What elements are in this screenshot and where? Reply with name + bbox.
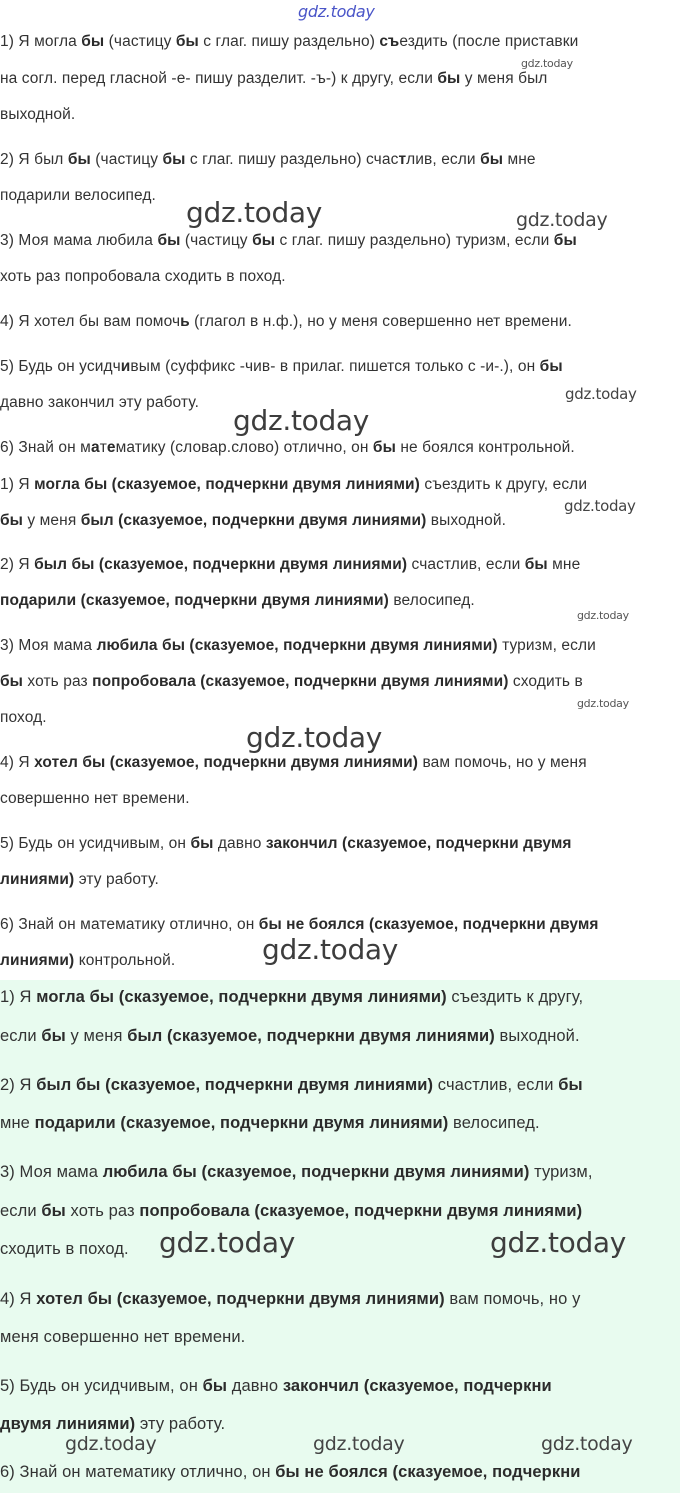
bold-fragment: бы (162, 151, 186, 168)
bold-fragment: бы (539, 358, 563, 375)
text-fragment: с глаг. пишу раздельно) счас (185, 151, 399, 168)
watermark: gdz.today (564, 497, 636, 515)
text-line (0, 313, 572, 331)
text-line (0, 952, 175, 970)
text-fragment: меня совершенно нет времени. (0, 1328, 246, 1346)
text-line (0, 1027, 580, 1046)
answer-block-highlighted (0, 980, 680, 1493)
text-line (0, 1076, 583, 1095)
bold-fragment: был бы (сказуемое, подчеркни двумя линиями) (36, 1076, 434, 1094)
bold-fragment: могла бы (сказуемое, подчеркни двумя линиями) (34, 476, 420, 493)
text-fragment: (частицу (180, 232, 253, 249)
text-line (0, 394, 199, 412)
text-fragment: велосипед. (448, 1114, 540, 1132)
text-fragment: 5) Будь он усидчивым, он (0, 835, 191, 852)
text-line (0, 1328, 245, 1347)
bold-fragment: подарили (сказуемое, подчеркни двумя линиями) (34, 1114, 449, 1132)
text-fragment: не боялся контрольной. (395, 439, 575, 456)
text-line (0, 1415, 225, 1434)
watermark: gdz.today (313, 1433, 405, 1455)
text-fragment: с глаг. пишу раздельно) (198, 33, 380, 50)
text-fragment: контрольной. (74, 952, 176, 969)
text-fragment: выходной. (0, 106, 76, 123)
text-line (0, 70, 547, 88)
bold-fragment: хотел бы (сказуемое, подчеркни двумя линиями) (34, 754, 419, 771)
bold-fragment: бы (41, 1027, 66, 1045)
text-fragment: ездить (после приставки (399, 33, 579, 50)
text-fragment: у меня был (460, 70, 548, 87)
text-line (0, 556, 580, 574)
text-fragment: счастлив, если (433, 1076, 559, 1094)
text-line (0, 1463, 581, 1482)
text-fragment: вым (суффикс -чив- в прилаг. пишется только с -и-.), он (130, 358, 540, 375)
text-line (0, 439, 575, 457)
bold-fragment: ь (180, 313, 190, 330)
text-fragment: хоть раз (23, 673, 93, 690)
bold-fragment: попробовала (сказуемое, подчеркни двумя линиями) (139, 1202, 583, 1220)
text-fragment: если (0, 1202, 42, 1220)
bold-fragment: бы (480, 151, 504, 168)
bold-fragment: бы (553, 232, 577, 249)
bold-fragment: е (106, 439, 116, 456)
bold-fragment: бы не боялся (сказуемое, подчеркни (275, 1463, 581, 1481)
text-line (0, 1202, 582, 1221)
text-fragment: давно закончил эту работу. (0, 394, 200, 411)
watermark: gdz.today (565, 385, 637, 403)
text-line (0, 1240, 129, 1259)
text-line (0, 476, 587, 494)
text-line (0, 512, 506, 530)
bold-fragment: двумя линиями) (0, 1415, 136, 1433)
text-fragment: 2) Я (0, 556, 35, 573)
bold-fragment: бы (558, 1076, 583, 1094)
bold-fragment: бы (437, 70, 461, 87)
text-fragment: 2) Я был (0, 151, 68, 168)
text-fragment: 4) Я (0, 754, 35, 771)
bold-fragment: бы (372, 439, 396, 456)
text-fragment: если (0, 1027, 42, 1045)
text-fragment: 6) Знай он м (0, 439, 91, 456)
bold-fragment: линиями) (0, 871, 75, 888)
text-fragment: с глаг. пишу раздельно) туризм, если (275, 232, 554, 249)
text-fragment: вам помочь, но у (444, 1290, 581, 1308)
text-fragment: 6) Знай он математику отлично, он (0, 1463, 276, 1481)
watermark: gdz.today (541, 1433, 633, 1455)
text-line (0, 709, 47, 727)
text-fragment: 4) Я (0, 1290, 37, 1308)
bold-fragment: съ (379, 33, 400, 50)
bold-fragment: линиями) (0, 952, 75, 969)
bold-fragment: бы (0, 512, 24, 529)
text-line (0, 268, 286, 286)
text-line (0, 988, 583, 1007)
text-fragment: 5) Будь он усидчивым, он (0, 1377, 203, 1395)
watermark: gdz.today (186, 196, 323, 229)
text-line (0, 1290, 580, 1309)
text-fragment: матику (словар.слово) отлично, он (115, 439, 373, 456)
bold-fragment: любила бы (сказуемое, подчеркни двумя линиями) (102, 1163, 530, 1181)
watermark: gdz.today (516, 209, 608, 231)
bold-fragment: бы (0, 673, 24, 690)
text-line (0, 151, 536, 169)
text-fragment: 1) Я (0, 476, 35, 493)
bold-fragment: бы (202, 1377, 228, 1395)
bold-fragment: бы (41, 1202, 66, 1220)
text-fragment: эту работу. (135, 1415, 226, 1433)
bold-fragment: был (сказуемое, подчеркни двумя линиями) (80, 512, 427, 529)
bold-fragment: бы не боялся (сказуемое, подчеркни двумя (258, 916, 599, 933)
bold-fragment: хотел бы (сказуемое, подчеркни двумя линиями) (36, 1290, 445, 1308)
text-fragment: съездить к другу, (446, 988, 584, 1006)
watermark: gdz.today (577, 609, 629, 622)
text-fragment: 3) Моя мама (0, 1163, 103, 1181)
bold-fragment: любила бы (сказуемое, подчеркни двумя линиями) (96, 637, 498, 654)
text-line (0, 916, 599, 934)
watermark-top: gdz.today (298, 2, 375, 21)
watermark: gdz.today (490, 1226, 627, 1259)
bold-fragment: могла бы (сказуемое, подчеркни двумя линиями) (36, 988, 447, 1006)
text-fragment: (частицу (90, 151, 163, 168)
text-fragment: выходной. (494, 1027, 580, 1045)
text-fragment: 3) Моя мама любила (0, 232, 158, 249)
text-fragment: на согл. перед гласной -е- пишу разделит. -ъ-) к другу, если (0, 70, 438, 87)
text-fragment: сходить в (508, 673, 583, 690)
text-fragment: поход. (0, 709, 47, 726)
watermark: gdz.today (246, 721, 383, 754)
text-fragment: счастлив, если (407, 556, 525, 573)
text-fragment: велосипед. (388, 592, 475, 609)
text-fragment: давно (213, 835, 266, 852)
text-line (0, 1377, 552, 1396)
bold-fragment: подарили (сказуемое, подчеркни двумя линиями) (0, 592, 389, 609)
text-fragment: 1) Я могла (0, 33, 82, 50)
bold-fragment: бы (175, 33, 199, 50)
bold-fragment: закончил (сказуемое, подчеркни (282, 1377, 552, 1395)
bold-fragment: бы (67, 151, 91, 168)
text-fragment: туризм, (529, 1163, 593, 1181)
watermark: gdz.today (159, 1226, 296, 1259)
text-line (0, 790, 190, 808)
text-fragment: 6) Знай он математику отлично, он (0, 916, 259, 933)
text-line (0, 592, 475, 610)
bold-fragment: был бы (сказуемое, подчеркни двумя линиями) (34, 556, 408, 573)
text-fragment: мне (0, 1114, 35, 1132)
text-line (0, 1114, 540, 1133)
text-fragment: (глагол в н.ф.), но у меня совершенно нет времени. (189, 313, 572, 330)
text-fragment: сходить в поход. (0, 1240, 129, 1258)
watermark: gdz.today (233, 404, 370, 437)
text-fragment: 5) Будь он усидч (0, 358, 121, 375)
text-fragment: 4) Я хотел бы вам помоч (0, 313, 181, 330)
text-fragment: эту работу. (74, 871, 159, 888)
text-fragment: совершенно нет времени. (0, 790, 190, 807)
text-line (0, 33, 578, 51)
bold-fragment: а (90, 439, 100, 456)
bold-fragment: т (398, 151, 407, 168)
text-fragment: выходной. (426, 512, 507, 529)
text-fragment: (частицу (104, 33, 176, 50)
watermark: gdz.today (262, 933, 399, 966)
text-fragment: хоть раз попробовала сходить в поход. (0, 268, 286, 285)
text-line (0, 106, 75, 124)
text-fragment: мне (547, 556, 581, 573)
text-fragment: съездить к другу, если (419, 476, 588, 493)
text-fragment: вам помочь, но у меня (418, 754, 587, 771)
text-fragment: подарили велосипед. (0, 187, 156, 204)
text-fragment: лив, если (406, 151, 481, 168)
text-fragment: туризм, если (497, 637, 596, 654)
text-line (0, 358, 563, 376)
text-fragment: у меня (23, 512, 81, 529)
text-fragment: мне (503, 151, 536, 168)
text-line (0, 673, 583, 691)
bold-fragment: закончил (сказуемое, подчеркни двумя (265, 835, 572, 852)
bold-fragment: и (120, 358, 131, 375)
watermark: gdz.today (521, 57, 573, 70)
text-fragment: т (99, 439, 107, 456)
text-line (0, 1163, 593, 1182)
bold-fragment: был (сказуемое, подчеркни двумя линиями) (127, 1027, 495, 1045)
text-line (0, 871, 159, 889)
bold-fragment: бы (157, 232, 181, 249)
text-fragment: 2) Я (0, 1076, 37, 1094)
text-line (0, 835, 572, 853)
text-fragment: давно (227, 1377, 283, 1395)
bold-fragment: бы (190, 835, 214, 852)
bold-fragment: бы (524, 556, 548, 573)
watermark: gdz.today (577, 697, 629, 710)
watermark: gdz.today (65, 1433, 157, 1455)
text-fragment: хоть раз (65, 1202, 140, 1220)
bold-fragment: попробовала (сказуемое, подчеркни двумя линиями) (92, 673, 509, 690)
text-fragment: 1) Я (0, 988, 37, 1006)
text-line (0, 232, 577, 250)
text-line (0, 187, 156, 205)
text-line (0, 637, 596, 655)
text-fragment: у меня (65, 1027, 128, 1045)
text-line (0, 754, 587, 772)
text-fragment: 3) Моя мама (0, 637, 97, 654)
bold-fragment: бы (252, 232, 276, 249)
bold-fragment: бы (81, 33, 105, 50)
